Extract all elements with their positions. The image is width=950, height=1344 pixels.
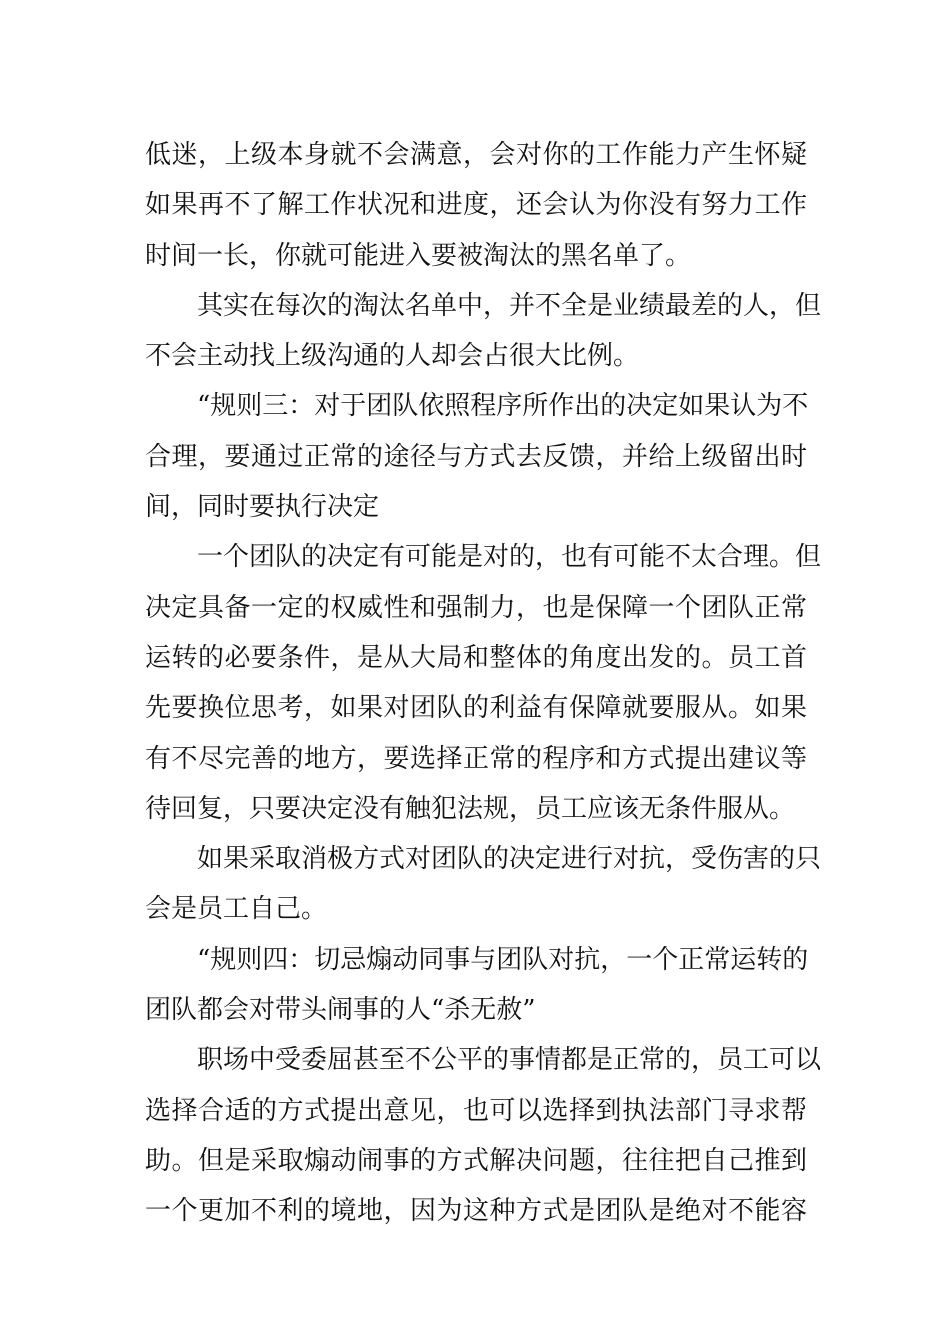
paragraph-first-line: 其实在每次的淘汰名单中，并不全是业绩最差的人，但: [197, 290, 822, 321]
text-line: 间，同时要执行决定: [145, 492, 380, 523]
document-body: [145, 130, 822, 1237]
text-line: 有不尽完善的地方，要选择正常的程序和方式提出建议等: [145, 743, 807, 774]
paragraph-first-line: 职场中受委屈甚至不公平的事情都是正常的，员工可以: [197, 1045, 822, 1076]
rule-three-heading: “规则三：对于团队依照程序所作出的决定如果认为不: [197, 391, 809, 422]
text-line: 决定具备一定的权威性和强制力，也是保障一个团队正常: [145, 592, 807, 623]
text-line: 待回复，只要决定没有触犯法规，员工应该无条件服从。: [145, 793, 796, 824]
text-line: 如果再不了解工作状况和进度，还会认为你没有努力工作: [145, 190, 807, 221]
text-line: 时间一长，你就可能进入要被淘汰的黑名单了。: [145, 240, 692, 271]
text-line: 不会主动找上级沟通的人却会占很大比例。: [145, 341, 640, 372]
rule-four-heading: “规则四：切忌煽动同事与团队对抗，一个正常运转的: [197, 944, 809, 975]
text-line: 合理，要通过正常的途径与方式去反馈，并给上级留出时: [145, 441, 807, 472]
text-line: 会是员工自己。: [145, 894, 328, 925]
text-line: 选择合适的方式提出意见，也可以选择到执法部门寻求帮: [145, 1095, 807, 1126]
text-line: 一个更加不利的境地，因为这种方式是团队是绝对不能容: [145, 1196, 807, 1227]
text-line: 运转的必要条件，是从大局和整体的角度出发的。员工首: [145, 642, 807, 673]
paragraph-first-line: 如果采取消极方式对团队的决定进行对抗，受伤害的只: [197, 844, 822, 875]
text-line: 助。但是采取煽动闹事的方式解决问题，往往把自己推到: [145, 1145, 807, 1176]
paragraph-first-line: 一个团队的决定有可能是对的，也有可能不太合理。但: [197, 542, 822, 573]
text-line: 低迷，上级本身就不会满意，会对你的工作能力产生怀疑: [145, 140, 807, 170]
text-line: 先要换位思考，如果对团队的利益有保障就要服从。如果: [145, 693, 807, 724]
text-line: 团队都会对带头闹事的人“杀无赦”: [145, 995, 536, 1026]
